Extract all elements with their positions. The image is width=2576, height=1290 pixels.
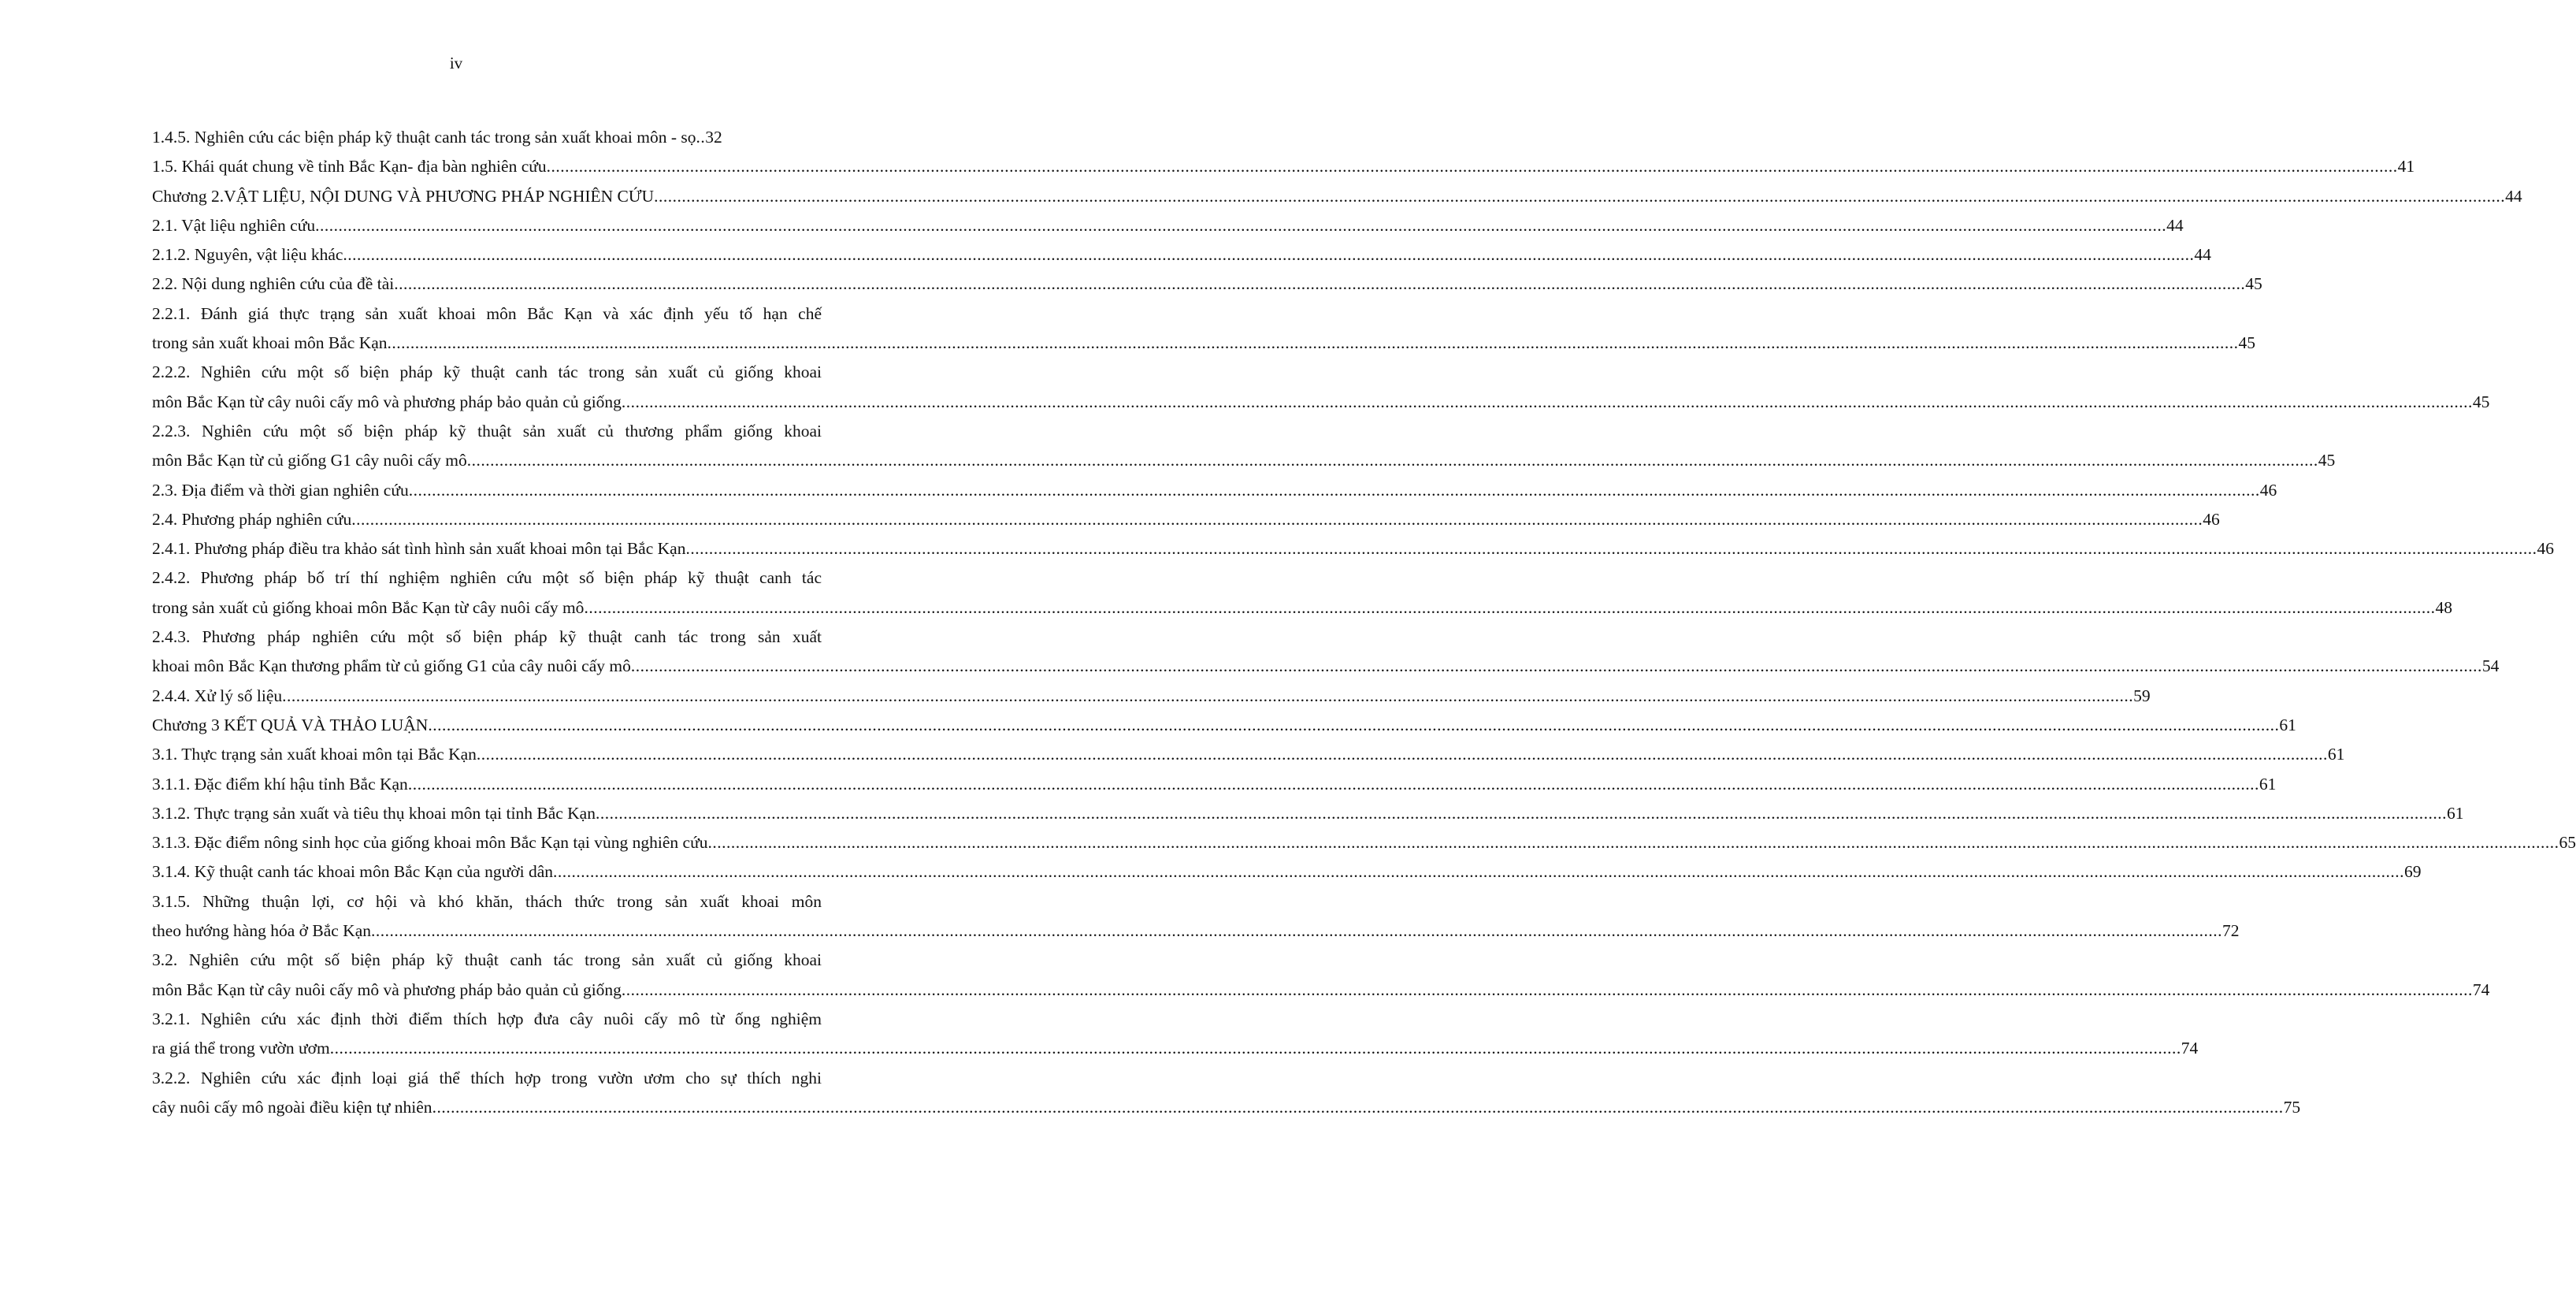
toc-page-number: 44 bbox=[2505, 186, 2522, 206]
toc-leader-dots: ................................................................................................................................................................................................................................................................................................................................................................................................................ bbox=[621, 392, 2473, 411]
toc-entry-title: theo hướng hàng hóa ở Bắc Kạn bbox=[152, 921, 371, 941]
toc-entry[interactable] bbox=[152, 476, 2277, 505]
toc-leader-dots: ................................................................................................................................................................................................................................................................................................................................................................................................................ bbox=[407, 774, 2259, 794]
toc-entry-title-line: 3.2. Nghiên cứu một số biện pháp kỹ thuật canh tác trong sản xuất củ giống khoai bbox=[152, 950, 822, 970]
toc-entry[interactable] bbox=[152, 182, 2522, 211]
toc-leader-dots: ................................................................................................................................................................................................................................................................................................................................................................................................................ bbox=[432, 1097, 2284, 1117]
toc-leader-dots: ................................................................................................................................................................................................................................................................................................................................................................................................................ bbox=[584, 597, 2436, 617]
toc-page-number: 45 bbox=[2238, 333, 2256, 353]
toc-entry-title: trong sản xuất củ giống khoai môn Bắc Kạn từ cây nuôi cấy mô bbox=[152, 597, 585, 617]
toc-entry-title-line: 3.2.1. Nghiên cứu xác định thời điểm thích hợp đưa cây nuôi cấy mô từ ống nghiệm bbox=[152, 1009, 822, 1028]
toc-leader-dots: ................................................................................................................................................................................................................................................................................................................................................................................................................ bbox=[595, 803, 2447, 823]
toc-entry-title: 3.1.1. Đặc điểm khí hậu tỉnh Bắc Kạn bbox=[152, 774, 408, 794]
toc-page-number: 46 bbox=[2537, 539, 2554, 559]
table-of-contents bbox=[152, 123, 2576, 1122]
toc-entry-title: môn Bắc Kạn từ cây nuôi cấy mô và phương pháp bảo quản củ giống bbox=[152, 392, 622, 411]
toc-page-number: 72 bbox=[2222, 921, 2240, 941]
toc-entry[interactable] bbox=[152, 946, 2490, 1005]
toc-entry-title-line: 2.2.2. Nghiên cứu một số biện pháp kỹ thuật canh tác trong sản xuất củ giống khoai bbox=[152, 362, 822, 382]
toc-leader-dots: ................................................................................................................................................................................................................................................................................................................................................................................................................ bbox=[707, 833, 2559, 853]
toc-leader-dots: ................................................................................................................................................................................................................................................................................................................................................................................................................ bbox=[621, 980, 2473, 999]
toc-leader-dots: ................................................................................................................................................................................................................................................................................................................................................................................................................ bbox=[315, 215, 2167, 235]
toc-page-number: 61 bbox=[2327, 745, 2345, 764]
toc-page-number: 59 bbox=[2133, 686, 2151, 705]
toc-leader-dots: ................................................................................................................................................................................................................................................................................................................................................................................................................ bbox=[343, 245, 2195, 265]
toc-entry-title: trong sản xuất khoai môn Bắc Kạn bbox=[152, 333, 388, 353]
toc-leader-dots: ................................................................................................................................................................................................................................................................................................................................................................................................................ bbox=[476, 745, 2328, 764]
toc-leader-dots: ................................................................................................................................................................................................................................................................................................................................................................................................................ bbox=[351, 509, 2203, 529]
toc-page-number: 45 bbox=[2318, 451, 2336, 470]
toc-entry[interactable] bbox=[152, 887, 2240, 946]
toc-leader-dots: ................................................................................................................................................................................................................................................................................................................................................................................................................ bbox=[408, 480, 2260, 500]
toc-entry-title: 1.5. Khái quát chung về tỉnh Bắc Kạn- địa bàn nghiên cứu bbox=[152, 157, 547, 177]
toc-page-number: 46 bbox=[2203, 509, 2220, 529]
toc-page-number: 65 bbox=[2559, 833, 2576, 853]
toc-entry-title: môn Bắc Kạn từ cây nuôi cấy mô và phương pháp bảo quản củ giống bbox=[152, 980, 622, 999]
toc-page-number: 32 bbox=[705, 128, 722, 147]
toc-entry[interactable] bbox=[152, 240, 2211, 270]
toc-entry-title: 1.4.5. Nghiên cứu các biện pháp kỹ thuật canh tác trong sản xuất khoai môn - sọ bbox=[152, 128, 696, 147]
toc-entry[interactable] bbox=[152, 1064, 2301, 1123]
toc-entry[interactable] bbox=[152, 123, 822, 152]
toc-entry[interactable] bbox=[152, 299, 2256, 359]
toc-entry-title: 2.4.1. Phương pháp điều tra khảo sát tình hình sản xuất khoai môn tại Bắc Kạn bbox=[152, 539, 686, 559]
toc-entry[interactable] bbox=[152, 740, 2345, 769]
toc-entry-title: 2.4. Phương pháp nghiên cứu bbox=[152, 509, 352, 529]
toc-entry-title: 3.1. Thực trạng sản xuất khoai môn tại Bắc Kạn bbox=[152, 745, 477, 764]
toc-leader-dots: ................................................................................................................................................................................................................................................................................................................................................................................................................ bbox=[654, 186, 2506, 206]
toc-entry-title: 3.1.2. Thực trạng sản xuất và tiêu thụ khoai môn tại tỉnh Bắc Kạn bbox=[152, 803, 596, 823]
toc-entry[interactable] bbox=[152, 857, 2422, 887]
toc-entry[interactable] bbox=[152, 417, 2336, 476]
toc-entry[interactable] bbox=[152, 152, 2415, 181]
toc-entry-title: Chương 3 KẾT QUẢ VÀ THẢO LUẬN bbox=[152, 715, 429, 734]
toc-entry-title: 3.1.4. Kỹ thuật canh tác khoai môn Bắc Kạn của người dân bbox=[152, 862, 554, 882]
toc-entry[interactable] bbox=[152, 711, 2296, 740]
toc-entry-title: 2.1. Vật liệu nghiên cứu bbox=[152, 215, 316, 235]
toc-leader-dots: ................................................................................................................................................................................................................................................................................................................................................................................................................ bbox=[546, 157, 2398, 177]
toc-entry-title-line: 3.2.2. Nghiên cứu xác định loại giá thể thích hợp trong vườn ươm cho sự thích nghi bbox=[152, 1068, 822, 1087]
toc-entry-title: khoai môn Bắc Kạn thương phẩm từ củ giống G1 của cây nuôi cấy mô bbox=[152, 656, 631, 676]
toc-page-number: 74 bbox=[2472, 980, 2490, 999]
toc-leader-dots: ................................................................................................................................................................................................................................................................................................................................................................................................................ bbox=[394, 274, 2246, 294]
toc-leader-dots: .. bbox=[696, 128, 706, 147]
toc-page-number: 45 bbox=[2472, 392, 2490, 411]
toc-entry[interactable] bbox=[152, 770, 2277, 799]
toc-entry-title: 2.1.2. Nguyên, vật liệu khác bbox=[152, 245, 343, 265]
toc-entry[interactable] bbox=[152, 505, 2220, 534]
toc-entry-title: 2.4.4. Xử lý số liệu bbox=[152, 686, 283, 705]
toc-entry-title: 3.1.3. Đặc điểm nông sinh học của giống khoai môn Bắc Kạn tại vùng nghiên cứu bbox=[152, 833, 708, 853]
toc-leader-dots: ................................................................................................................................................................................................................................................................................................................................................................................................................ bbox=[466, 451, 2318, 470]
toc-entry[interactable] bbox=[152, 623, 2500, 682]
toc-page-number: 44 bbox=[2166, 215, 2184, 235]
toc-leader-dots: ................................................................................................................................................................................................................................................................................................................................................................................................................ bbox=[329, 1039, 2181, 1058]
toc-page-number: 74 bbox=[2181, 1039, 2199, 1058]
toc-entry-title-line: 2.2.3. Nghiên cứu một số biện pháp kỹ thuật sản xuất củ thương phẩm giống khoai bbox=[152, 421, 822, 441]
toc-entry-title-line: 2.4.2. Phương pháp bố trí thí nghiệm nghiên cứu một số biện pháp kỹ thuật canh tác bbox=[152, 568, 822, 588]
toc-entry[interactable] bbox=[152, 358, 2490, 417]
toc-page-number: 61 bbox=[2259, 774, 2277, 794]
toc-page-number: 41 bbox=[2397, 157, 2415, 177]
toc-page-number: 61 bbox=[2446, 803, 2464, 823]
toc-leader-dots: ................................................................................................................................................................................................................................................................................................................................................................................................................ bbox=[630, 656, 2482, 676]
toc-entry-title: ra giá thể trong vườn ươm bbox=[152, 1039, 330, 1058]
toc-entry-title: 2.2. Nội dung nghiên cứu của đề tài bbox=[152, 274, 395, 294]
toc-leader-dots: ................................................................................................................................................................................................................................................................................................................................................................................................................ bbox=[428, 715, 2280, 734]
toc-page-number: 61 bbox=[2279, 715, 2296, 734]
toc-entry-title: môn Bắc Kạn từ củ giống G1 cây nuôi cấy mô bbox=[152, 451, 467, 470]
toc-page-number: 44 bbox=[2194, 245, 2211, 265]
toc-page-number: 45 bbox=[2245, 274, 2262, 294]
page-number: iv bbox=[449, 54, 463, 72]
toc-page-number: 54 bbox=[2481, 656, 2500, 676]
toc-leader-dots: ................................................................................................................................................................................................................................................................................................................................................................................................................ bbox=[371, 921, 2222, 941]
toc-leader-dots: ................................................................................................................................................................................................................................................................................................................................................................................................................ bbox=[282, 686, 2134, 705]
toc-entry-title: 2.3. Địa điểm và thời gian nghiên cứu bbox=[152, 480, 409, 500]
toc-entry-title-line: 2.2.1. Đánh giá thực trạng sản xuất khoai môn Bắc Kạn và xác định yếu tố hạn chế bbox=[152, 303, 822, 323]
toc-entry[interactable] bbox=[152, 828, 2576, 857]
toc-entry-title-line: 2.4.3. Phương pháp nghiên cứu một số biện pháp kỹ thuật canh tác trong sản xuất bbox=[152, 627, 822, 647]
toc-entry-title: cây nuôi cấy mô ngoài điều kiện tự nhiên bbox=[152, 1097, 432, 1117]
toc-entry[interactable] bbox=[152, 534, 2554, 563]
toc-entry[interactable] bbox=[152, 211, 2184, 240]
toc-page-number: 69 bbox=[2404, 862, 2422, 882]
toc-entry-title: Chương 2.VẬT LIỆU, NỘI DUNG VÀ PHƯƠNG PHÁP NGHIÊN CỨU bbox=[152, 186, 655, 206]
toc-entry[interactable] bbox=[152, 682, 2151, 711]
toc-entry[interactable] bbox=[152, 799, 2464, 828]
toc-entry[interactable] bbox=[152, 270, 2262, 299]
toc-page-number: 75 bbox=[2283, 1097, 2301, 1117]
toc-page-number: 48 bbox=[2435, 597, 2452, 617]
toc-leader-dots: ................................................................................................................................................................................................................................................................................................................................................................................................................ bbox=[553, 862, 2405, 882]
toc-entry[interactable] bbox=[152, 1005, 2199, 1064]
toc-page-number: 46 bbox=[2259, 480, 2277, 500]
toc-leader-dots: ................................................................................................................................................................................................................................................................................................................................................................................................................ bbox=[685, 539, 2537, 559]
toc-entry-title-line: 3.1.5. Những thuận lợi, cơ hội và khó khăn, thách thức trong sản xuất khoai môn bbox=[152, 891, 822, 911]
toc-entry[interactable] bbox=[152, 563, 2452, 623]
toc-leader-dots: ................................................................................................................................................................................................................................................................................................................................................................................................................ bbox=[387, 333, 2239, 353]
